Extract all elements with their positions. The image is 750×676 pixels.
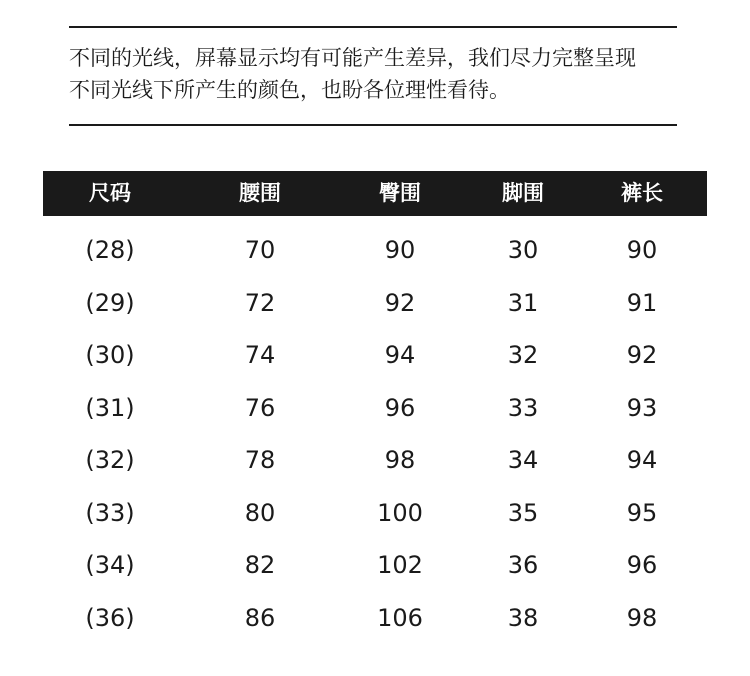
cell-length: 98 [626,603,658,632]
table-row [43,434,707,486]
cell-leg-opening: 31 [507,288,539,317]
cell-size: (28) [85,236,135,264]
cell-hip: 106 [377,603,423,632]
size-table-header [43,171,707,216]
cell-length: 96 [626,551,658,579]
cell-waist: 80 [244,498,276,527]
notice-line-2: 不同光线下所产生的颜色，也盼各位理性看待。 [69,78,510,102]
cell-size: (31) [85,393,135,422]
cell-size: (36) [85,603,135,632]
cell-leg-opening: 33 [507,393,539,422]
cell-hip: 94 [384,341,416,369]
cell-waist: 78 [244,446,276,474]
cell-size: (30) [85,341,135,369]
table-row [43,487,707,539]
table-row [43,224,707,276]
header-size: 尺码 [89,181,131,205]
table-row [43,329,707,381]
cell-leg-opening: 32 [507,341,539,369]
table-row [43,277,707,329]
table-row [43,539,707,591]
cell-hip: 100 [377,498,423,527]
header-length: 裤长 [621,181,663,205]
cell-hip: 92 [384,288,416,317]
header-waist: 腰围 [239,181,281,205]
cell-size: (33) [85,498,135,527]
table-row [43,592,707,644]
cell-size: (29) [85,288,135,317]
cell-length: 92 [626,341,658,369]
cell-hip: 90 [384,236,416,264]
cell-leg-opening: 34 [507,446,539,474]
cell-waist: 72 [244,288,276,317]
cell-hip: 98 [384,446,416,474]
cell-length: 93 [626,393,658,422]
notice-line-1: 不同的光线，屏幕显示均有可能产生差异，我们尽力完整呈现 [69,46,636,70]
cell-leg-opening: 35 [507,498,539,527]
table-row [43,382,707,434]
top-divider [69,26,677,28]
cell-leg-opening: 38 [507,603,539,632]
cell-hip: 102 [377,551,423,579]
header-leg-opening: 脚围 [502,181,544,205]
cell-waist: 82 [244,551,276,579]
cell-waist: 70 [244,236,276,264]
cell-length: 90 [626,236,658,264]
cell-length: 91 [626,288,658,317]
cell-size: (34) [85,551,135,579]
header-hip: 臀围 [379,181,421,205]
cell-waist: 76 [244,393,276,422]
size-table [43,171,707,632]
cell-leg-opening: 36 [507,551,539,579]
cell-hip: 96 [384,393,416,422]
cell-waist: 74 [244,341,276,369]
cell-leg-opening: 30 [507,236,539,264]
color-notice [69,42,689,106]
cell-size: (32) [85,446,135,474]
cell-length: 95 [626,498,658,527]
bottom-divider [69,124,677,126]
cell-waist: 86 [244,603,276,632]
cell-length: 94 [626,446,658,474]
